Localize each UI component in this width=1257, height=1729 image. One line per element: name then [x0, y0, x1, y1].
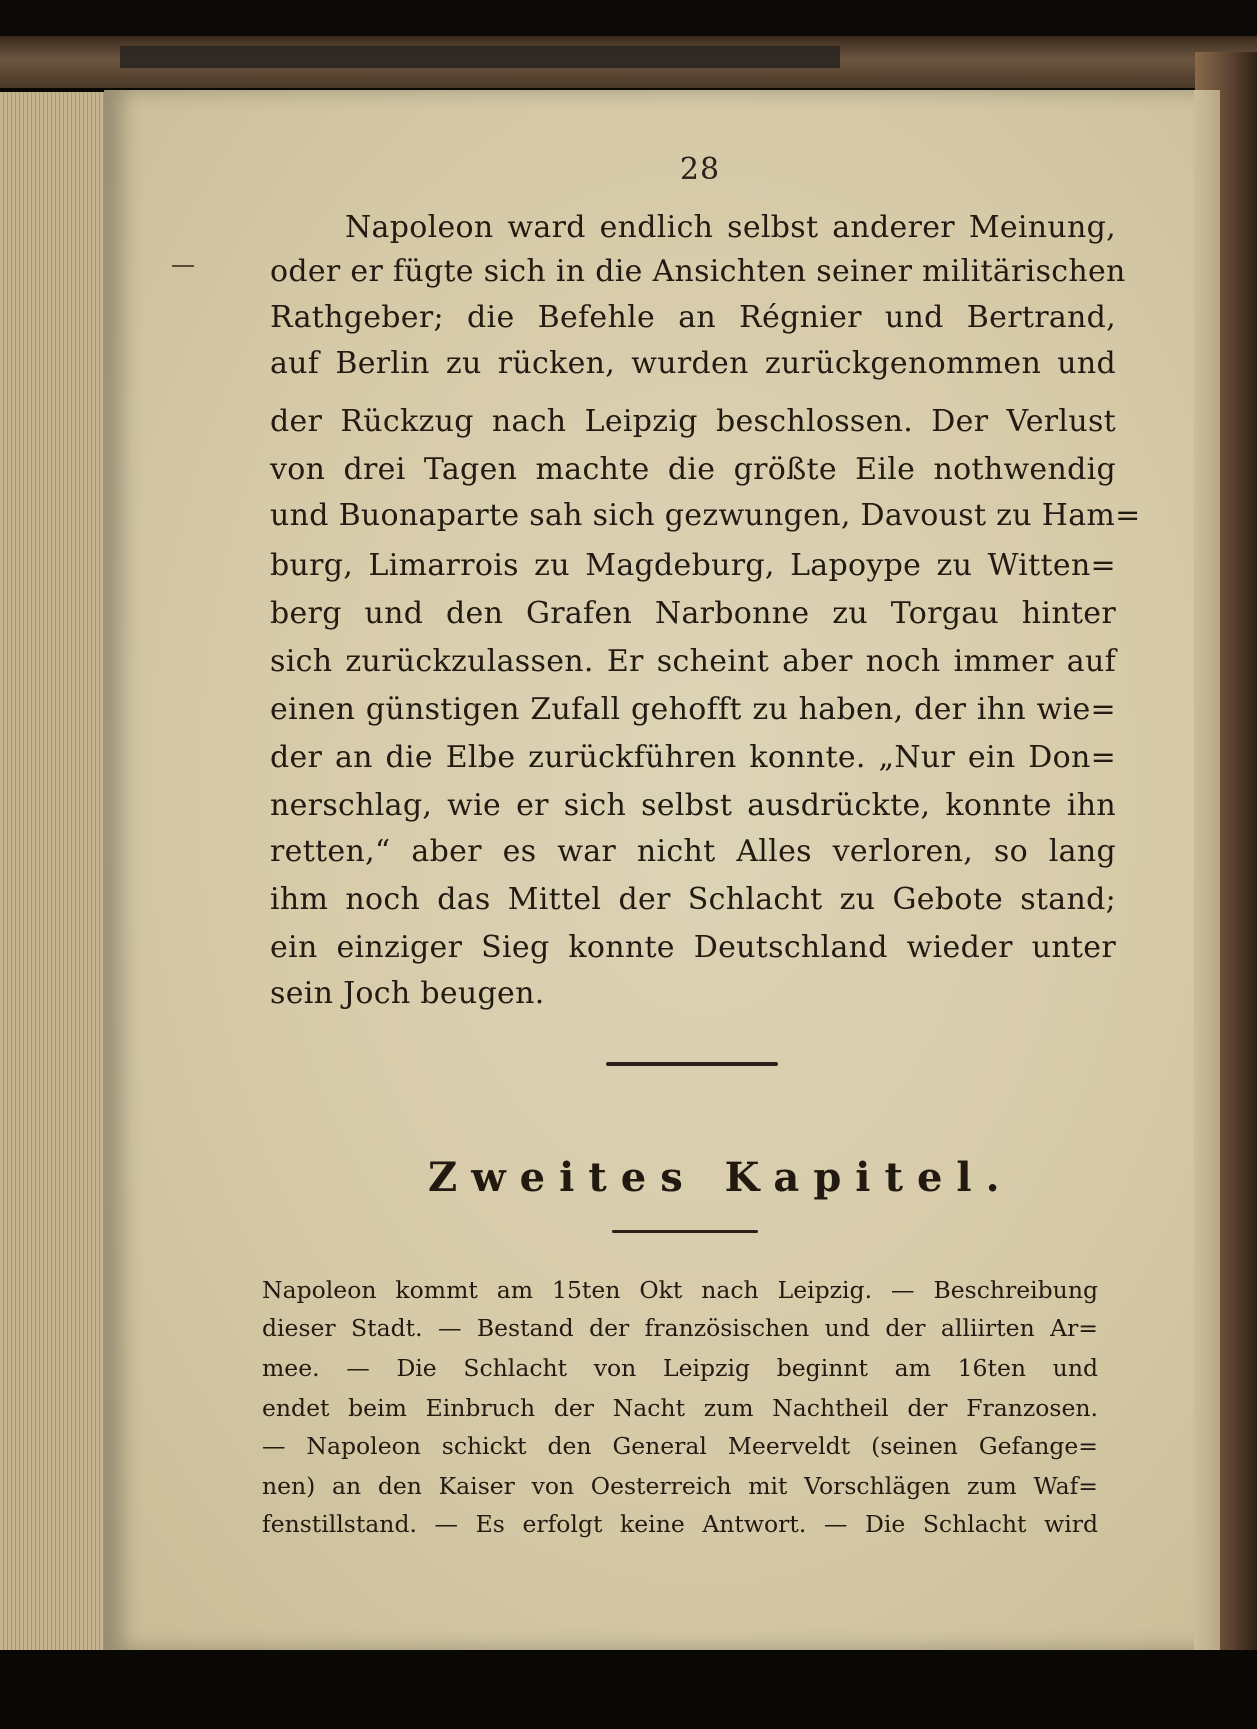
body-line: der Rückzug nach Leipzig beschlossen. Der Verlust	[270, 404, 1116, 439]
book-cover-top	[0, 36, 1257, 88]
body-line: burg, Limarrois zu Magdeburg, Lapoype zu Witten=	[270, 548, 1116, 583]
chapter-heading: Zweites Kapitel.	[428, 1154, 1014, 1201]
separator-rule	[606, 1062, 778, 1066]
summary-line: Napoleon kommt am 15ten Okt nach Leipzig. — Beschreibung	[262, 1276, 1098, 1304]
page-number: 28	[679, 152, 721, 187]
body-line: sich zurückzulassen. Er scheint aber noch immer auf	[270, 644, 1116, 679]
body-line: retten,“ aber es war nicht Alles verloren, so lang	[270, 834, 1116, 869]
summary-line: nen) an den Kaiser von Oesterreich mit Vorschlägen zum Waf=	[262, 1472, 1098, 1500]
summary-line: fenstillstand. — Es erfolgt keine Antwort. — Die Schlacht wird	[262, 1510, 1098, 1538]
summary-line: — Napoleon schickt den General Meerveldt (seinen Gefange=	[262, 1432, 1098, 1460]
body-line: berg und den Grafen Narbonne zu Torgau hinter	[270, 596, 1116, 631]
background-bottom	[0, 1650, 1257, 1729]
body-line: sein Joch beugen.	[270, 976, 545, 1011]
body-line: der an die Elbe zurückführen konnte. „Nur ein Don=	[270, 740, 1116, 775]
body-line: oder er fügte sich in die Ansichten seiner militärischen	[270, 254, 1126, 289]
separator-rule	[612, 1230, 758, 1233]
margin-mark	[172, 265, 194, 267]
body-line: ihm noch das Mittel der Schlacht zu Gebote stand;	[270, 882, 1116, 917]
body-line: Rathgeber; die Befehle an Régnier und Bertrand,	[270, 300, 1116, 335]
body-line: einen günstigen Zufall gehofft zu haben, der ihn wie=	[270, 692, 1116, 727]
page-stack-edge	[0, 92, 106, 1652]
facing-page-edge	[1190, 90, 1220, 1660]
body-line: und Buonaparte sah sich gezwungen, Davoust zu Ham=	[270, 498, 1141, 533]
summary-line: mee. — Die Schlacht von Leipzig beginnt am 16ten und	[262, 1354, 1098, 1382]
body-line: Napoleon ward endlich selbst anderer Meinung,	[345, 210, 1116, 245]
body-line: nerschlag, wie er sich selbst ausdrückte, konnte ihn	[270, 788, 1116, 823]
body-line: von drei Tagen machte die größte Eile nothwendig	[270, 452, 1116, 487]
body-line: ein einziger Sieg konnte Deutschland wieder unter	[270, 930, 1116, 965]
summary-line: dieser Stadt. — Bestand der französischen und der alliirten Ar=	[262, 1314, 1098, 1342]
body-line: auf Berlin zu rücken, wurden zurückgenommen und	[270, 346, 1116, 381]
summary-line: endet beim Einbruch der Nacht zum Nachtheil der Franzosen.	[262, 1394, 1098, 1422]
